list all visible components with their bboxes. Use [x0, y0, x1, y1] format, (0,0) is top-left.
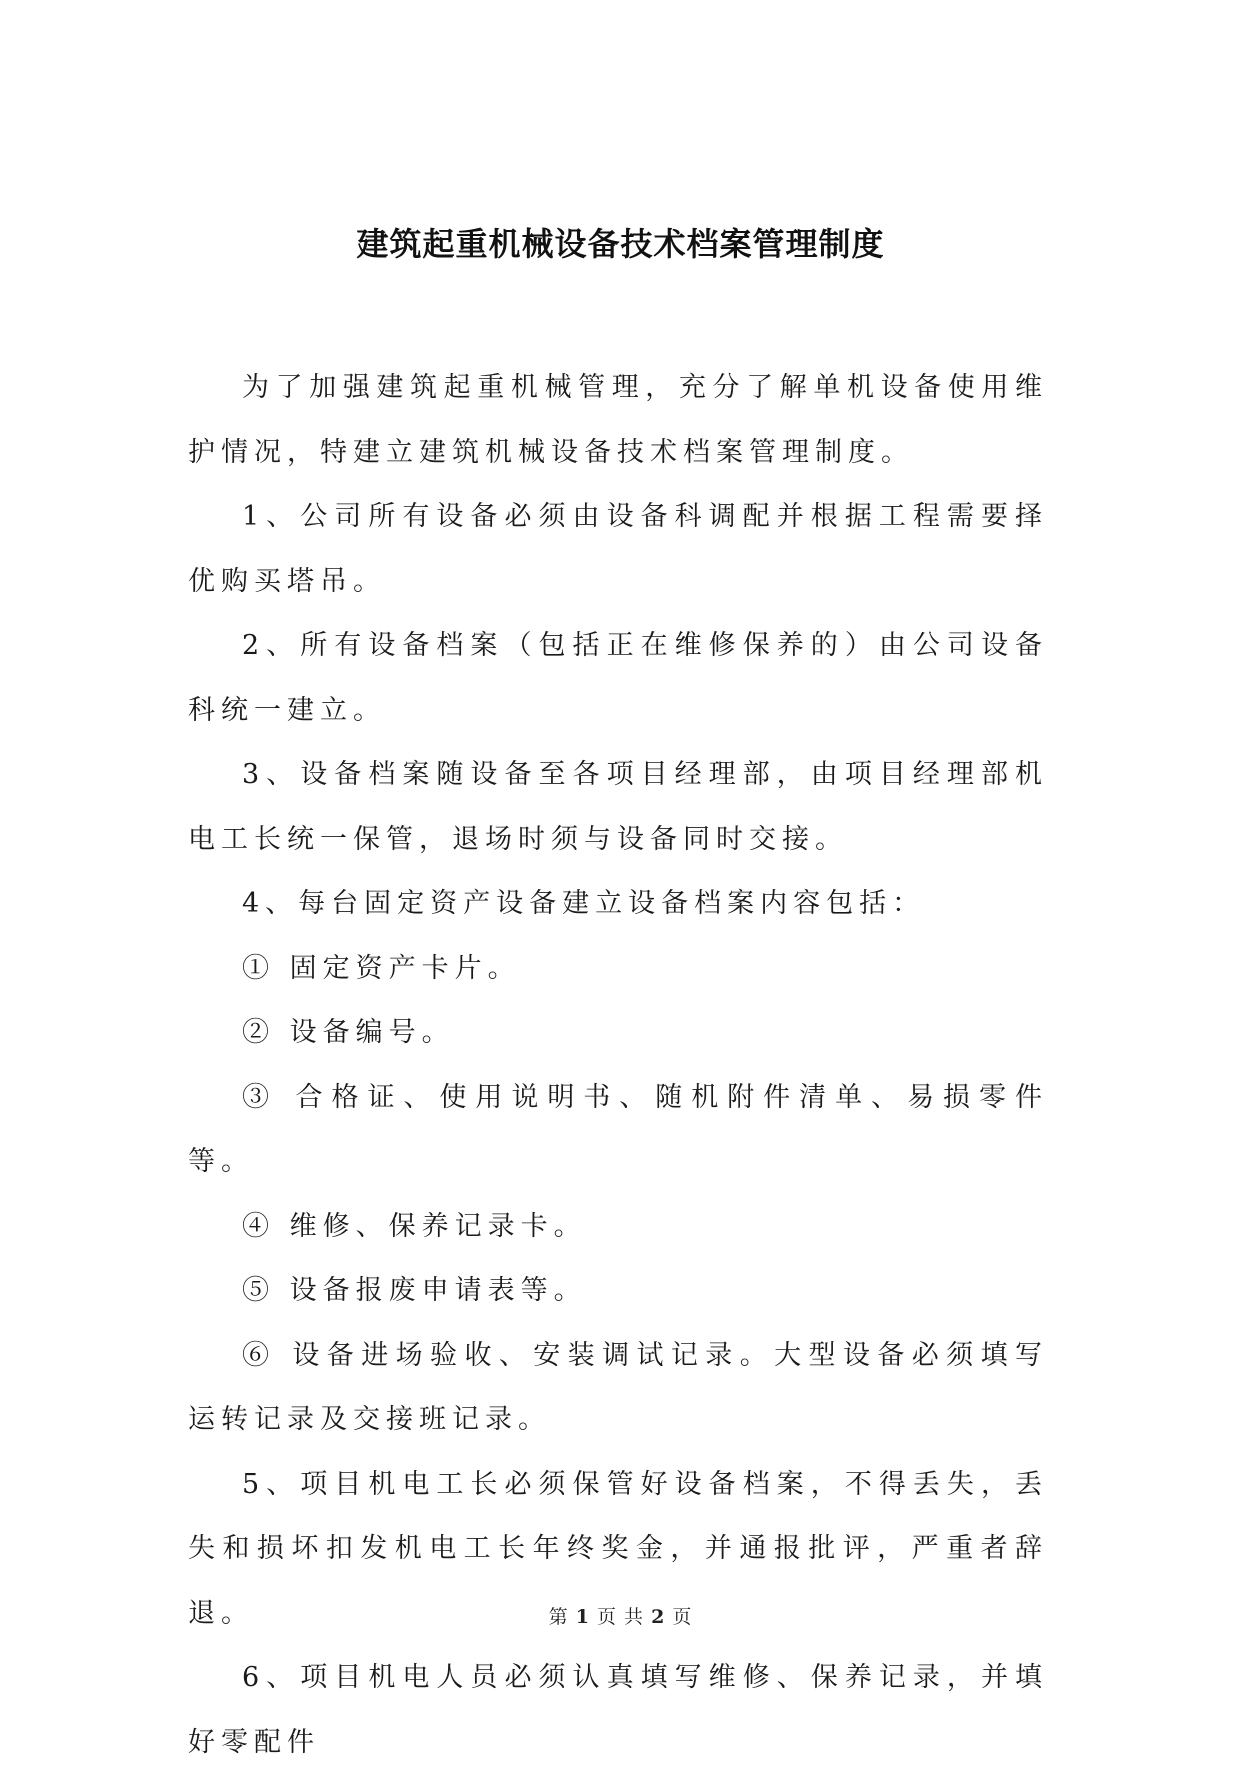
- footer-middle: 页 共: [596, 1606, 645, 1628]
- clause-1-paragraph: 1、公司所有设备必须由设备科调配并根据工程需要择优购买塔吊。: [188, 501, 1048, 597]
- footer-prefix: 第: [548, 1606, 569, 1628]
- list-item-2: ② 设备编号。: [242, 1017, 455, 1048]
- current-page-number: 1: [575, 1606, 590, 1628]
- intro-paragraph: 为了加强建筑起重机械管理，充分了解单机设备使用维护情况，特建立建筑机械设备技术档案管理制度。: [188, 372, 1048, 468]
- document-title: 建筑起重机械设备技术档案管理制度: [356, 225, 885, 263]
- clause-5-paragraph: 5、项目机电工长必须保管好设备档案，不得丢失，丢失和损坏扣发机电工长年终奖金，并通报批评，严重者辞退。: [188, 1468, 1048, 1629]
- document-body: [188, 356, 1048, 1775]
- list-item-4: ④ 维修、保养记录卡。: [242, 1210, 587, 1242]
- list-item-5: ⑤ 设备报废申请表等。: [242, 1275, 587, 1306]
- clause-2-paragraph: 2、所有设备档案（包括正在维修保养的）由公司设备科统一建立。: [188, 630, 1048, 726]
- list-item-6: ⑥ 设备进场验收、安装调试记录。大型设备必须填写运转记录及交接班记录。: [188, 1339, 1048, 1435]
- footer-suffix: 页: [672, 1606, 693, 1628]
- clause-6-paragraph: 6、项目机电人员必须认真填写维修、保养记录，并填好零配件: [188, 1662, 1048, 1758]
- list-item-1: ① 固定资产卡片。: [242, 952, 521, 984]
- clause-4-paragraph: 4、每台固定资产设备建立设备档案内容包括：: [242, 888, 926, 919]
- page-footer: [0, 1604, 1241, 1630]
- total-page-count: 2: [651, 1606, 666, 1628]
- clause-3-paragraph: 3、设备档案随设备至各项目经理部，由项目经理部机电工长统一保管，退场时须与设备同时交接。: [188, 759, 1048, 855]
- list-item-3: ③ 合格证、使用说明书、随机附件清单、易损零件等。: [188, 1081, 1048, 1177]
